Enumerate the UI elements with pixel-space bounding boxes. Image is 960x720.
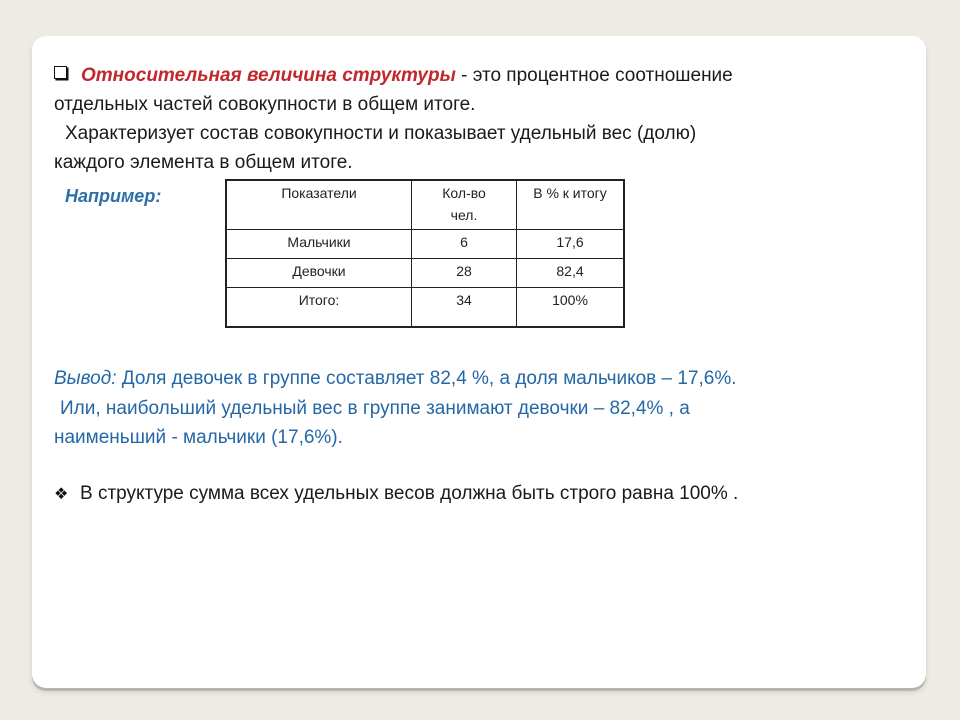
definition-line-1-text: - это процентное соотношение [455,65,733,86]
definition-line-1 [54,61,733,90]
table-row [226,230,624,259]
definition-line-3: Характеризует состав совокупности и показывает удельный вес (долю) [65,123,697,144]
table-cell: 100% [517,288,625,328]
example-label: Например: [65,186,162,206]
table-cell: 17,6 [517,230,625,259]
slide [32,36,926,688]
table-cell: 34 [412,288,517,328]
table-header-count: Кол-во чел. [442,185,486,223]
definition-line-4: каждого элемента в общем итоге. [54,152,353,173]
conclusion-label: Вывод: [54,368,117,389]
conclusion-line-1-text: Доля девочек в группе составляет 82,4 %, а доля мальчиков – 17,6%. [116,368,737,389]
conclusion-line-2: Или, наибольший удельный вес в группе занимают девочки – 82,4% , а [60,398,690,419]
table-header-cell [412,180,517,230]
diamond-bullet-icon: ❖ [54,486,69,503]
table-cell: Итого: [226,288,412,328]
checkbox-bullet-icon [54,66,67,79]
table-row [226,288,624,328]
table-cell: 82,4 [517,259,625,288]
definition-line-2: отдельных частей совокупности в общем итоге. [54,94,476,115]
conclusion-line-1 [54,364,737,393]
table-cell: Мальчики [226,230,412,259]
table-header-cell: В % к итогу [517,180,625,230]
definition-term: Относительная величина структуры [81,65,456,86]
table-cell: 28 [412,259,517,288]
note-text: В структуре сумма всех удельных весов должна быть строго равна 100% . [80,483,739,504]
conclusion-line-3: наименьший - мальчики (17,6%). [54,427,343,448]
table-header-cell: Показатели [226,180,412,230]
table-header-row [226,180,624,230]
table-row [226,259,624,288]
table-cell: 6 [412,230,517,259]
note-line [54,479,738,509]
table-cell: Девочки [226,259,412,288]
structure-table [225,179,625,328]
